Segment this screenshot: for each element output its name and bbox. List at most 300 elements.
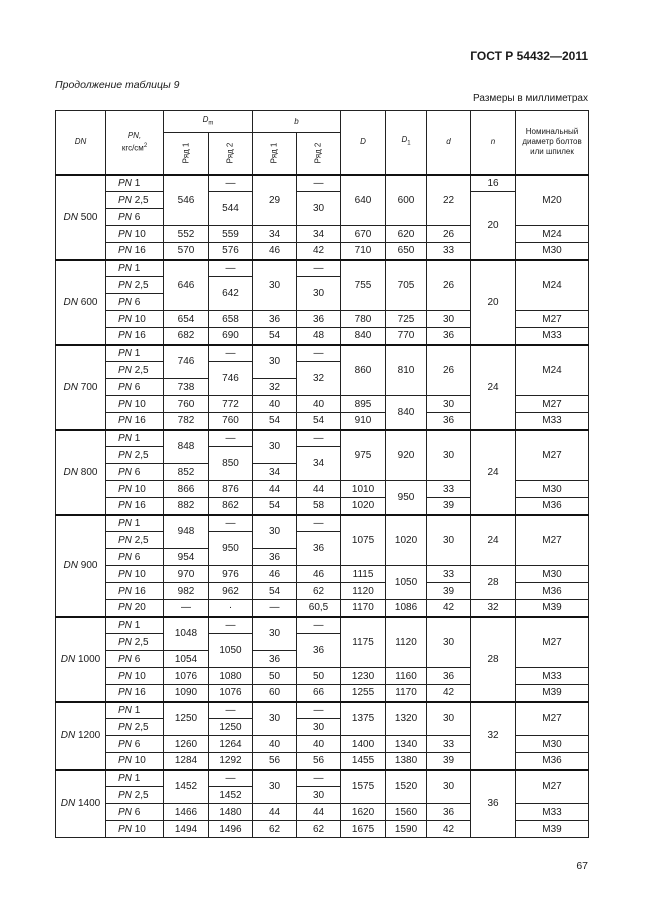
- cell: 54: [297, 413, 341, 430]
- cell: 44: [297, 481, 341, 498]
- cell: 42: [427, 685, 471, 702]
- cell: 772: [209, 396, 253, 413]
- cell: 54: [253, 413, 297, 430]
- cell: 1076: [164, 668, 209, 685]
- cell: M27: [516, 430, 589, 481]
- cell: M30: [516, 243, 589, 260]
- cell: 1115: [341, 566, 386, 583]
- cell: 650: [386, 243, 427, 260]
- cell: M20: [516, 175, 589, 226]
- cell: 1010: [341, 481, 386, 498]
- cell: 860: [341, 345, 386, 396]
- dn-cell: DN 700: [56, 345, 106, 430]
- cell: 780: [341, 311, 386, 328]
- cell: 895: [341, 396, 386, 413]
- cell: —: [209, 515, 253, 532]
- cell: 32: [253, 379, 297, 396]
- cell: 60: [253, 685, 297, 702]
- cell: 1575: [341, 770, 386, 804]
- cell: 62: [297, 583, 341, 600]
- cell: 782: [164, 413, 209, 430]
- cell: 28: [471, 617, 516, 702]
- cell: 30: [427, 770, 471, 804]
- pn-cell: PN 6: [106, 209, 164, 226]
- cell: 852: [164, 464, 209, 481]
- header-dm: $D_m$: [164, 111, 253, 133]
- cell: 36: [427, 668, 471, 685]
- pn-cell: PN 1: [106, 430, 164, 447]
- cell: 1120: [341, 583, 386, 600]
- cell: 36: [253, 549, 297, 566]
- pn-cell: PN 1: [106, 617, 164, 634]
- pn-cell: PN 6: [106, 464, 164, 481]
- cell: 39: [427, 498, 471, 515]
- cell: 810: [386, 345, 427, 396]
- pn-cell: PN 1: [106, 260, 164, 277]
- pn-cell: PN 2,5: [106, 277, 164, 294]
- table-row: [56, 770, 589, 787]
- cell: M33: [516, 804, 589, 821]
- cell: 640: [341, 175, 386, 226]
- cell: 1400: [341, 736, 386, 753]
- cell: 1170: [341, 600, 386, 617]
- cell: 690: [209, 328, 253, 345]
- cell: 1250: [209, 719, 253, 736]
- cell: 46: [253, 566, 297, 583]
- pn-cell: PN 10: [106, 481, 164, 498]
- cell: 42: [297, 243, 341, 260]
- cell: 30: [427, 430, 471, 481]
- cell: 654: [164, 311, 209, 328]
- cell: —: [209, 770, 253, 787]
- cell: 58: [297, 498, 341, 515]
- cell: 54: [253, 328, 297, 345]
- cell: 760: [209, 413, 253, 430]
- cell: —: [297, 617, 341, 634]
- pn-cell: PN 6: [106, 651, 164, 668]
- cell: 646: [164, 260, 209, 311]
- cell: 1380: [386, 753, 427, 770]
- header-d: d: [427, 111, 471, 175]
- cell: 30: [253, 770, 297, 804]
- cell: 26: [427, 260, 471, 311]
- cell: M33: [516, 668, 589, 685]
- cell: 39: [427, 753, 471, 770]
- cell: 1080: [209, 668, 253, 685]
- cell: 28: [471, 566, 516, 600]
- cell: 970: [164, 566, 209, 583]
- cell: —: [297, 515, 341, 532]
- pn-cell: PN 6: [106, 804, 164, 821]
- header-n: n: [471, 111, 516, 175]
- cell: —: [209, 702, 253, 719]
- header-b: b: [253, 111, 341, 133]
- cell: 33: [427, 243, 471, 260]
- cell: 1466: [164, 804, 209, 821]
- cell: —: [209, 175, 253, 192]
- cell: 30: [427, 617, 471, 668]
- cell: 866: [164, 481, 209, 498]
- table-row: [56, 192, 589, 209]
- cell: 42: [427, 600, 471, 617]
- cell: 760: [164, 396, 209, 413]
- cell: 950: [386, 481, 427, 515]
- pn-cell: PN 6: [106, 294, 164, 311]
- cell: —: [297, 430, 341, 447]
- cell: 30: [253, 345, 297, 379]
- pn-cell: PN 10: [106, 753, 164, 770]
- cell: 46: [297, 566, 341, 583]
- pn-cell: PN 1: [106, 770, 164, 787]
- pn-cell: PN 6: [106, 549, 164, 566]
- cell: 39: [427, 583, 471, 600]
- cell: 36: [427, 804, 471, 821]
- table-row: [56, 345, 589, 362]
- cell: 32: [471, 702, 516, 770]
- pn-cell: PN 16: [106, 498, 164, 515]
- cell: M36: [516, 498, 589, 515]
- pn-cell: PN 16: [106, 413, 164, 430]
- cell: 40: [253, 736, 297, 753]
- cell: 54: [253, 498, 297, 515]
- cell: 34: [297, 226, 341, 243]
- cell: 30: [297, 719, 341, 736]
- cell: 46: [253, 243, 297, 260]
- table-row: [56, 260, 589, 277]
- dn-cell: DN 900: [56, 515, 106, 617]
- cell: 546: [164, 175, 209, 226]
- pn-cell: PN 2,5: [106, 447, 164, 464]
- cell: 1480: [209, 804, 253, 821]
- pn-cell: PN 2,5: [106, 787, 164, 804]
- header-dm-row2: Ряд 2: [209, 133, 253, 175]
- cell: M39: [516, 685, 589, 702]
- cell: 658: [209, 311, 253, 328]
- cell: 30: [427, 396, 471, 413]
- dn-cell: DN 500: [56, 175, 106, 260]
- cell: 34: [297, 447, 341, 481]
- cell: 1020: [341, 498, 386, 515]
- cell: 29: [253, 175, 297, 226]
- cell: 54: [253, 583, 297, 600]
- cell: 1284: [164, 753, 209, 770]
- cell: 840: [341, 328, 386, 345]
- cell: 36: [297, 532, 341, 566]
- cell: —: [297, 175, 341, 192]
- cell: 1264: [209, 736, 253, 753]
- pn-cell: PN 6: [106, 736, 164, 753]
- table-row: [56, 617, 589, 634]
- cell: 26: [427, 345, 471, 396]
- cell: M36: [516, 583, 589, 600]
- pn-cell: PN 6: [106, 379, 164, 396]
- header-dm-row1: Ряд 1: [164, 133, 209, 175]
- pn-cell: PN 16: [106, 243, 164, 260]
- cell: 36: [427, 413, 471, 430]
- cell: 950: [209, 532, 253, 566]
- cell: 975: [341, 430, 386, 481]
- cell: 1452: [209, 787, 253, 804]
- cell: 40: [253, 396, 297, 413]
- header-b-row1: Ряд 1: [253, 133, 297, 175]
- cell: M33: [516, 328, 589, 345]
- cell: M39: [516, 821, 589, 838]
- cell: 1250: [164, 702, 209, 736]
- cell: 976: [209, 566, 253, 583]
- cell: 1050: [209, 634, 253, 668]
- pn-cell: PN 16: [106, 328, 164, 345]
- cell: 32: [471, 600, 516, 617]
- cell: 746: [164, 345, 209, 379]
- pn-cell: PN 2,5: [106, 532, 164, 549]
- cell: M27: [516, 396, 589, 413]
- cell: 920: [386, 430, 427, 481]
- cell: 848: [164, 430, 209, 464]
- cell: —: [297, 260, 341, 277]
- cell: M27: [516, 770, 589, 804]
- cell: 33: [427, 566, 471, 583]
- cell: 1160: [386, 668, 427, 685]
- pn-cell: PN 10: [106, 566, 164, 583]
- cell: 33: [427, 481, 471, 498]
- table-row: [56, 566, 589, 583]
- table-row: [56, 175, 589, 192]
- pn-cell: PN 1: [106, 702, 164, 719]
- cell: 876: [209, 481, 253, 498]
- cell: —: [253, 600, 297, 617]
- cell: 1230: [341, 668, 386, 685]
- pn-cell: PN 20: [106, 600, 164, 617]
- header-b-row2: Ряд 2: [297, 133, 341, 175]
- cell: —: [297, 345, 341, 362]
- table-caption: Продолжение таблицы 9: [55, 79, 180, 91]
- cell: 36: [297, 311, 341, 328]
- cell: 1260: [164, 736, 209, 753]
- header-D: D: [341, 111, 386, 175]
- cell: 1170: [386, 685, 427, 702]
- cell: 1560: [386, 804, 427, 821]
- cell: M30: [516, 736, 589, 753]
- cell: 34: [253, 226, 297, 243]
- cell: 710: [341, 243, 386, 260]
- cell: 1048: [164, 617, 209, 651]
- cell: 30: [253, 617, 297, 651]
- cell: 1675: [341, 821, 386, 838]
- cell: 60,5: [297, 600, 341, 617]
- cell: 20: [471, 260, 516, 345]
- cell: —: [209, 260, 253, 277]
- cell: 1620: [341, 804, 386, 821]
- pn-cell: PN 10: [106, 668, 164, 685]
- cell: —: [209, 430, 253, 447]
- pn-cell: PN 2,5: [106, 362, 164, 379]
- cell: 682: [164, 328, 209, 345]
- pn-cell: PN 16: [106, 685, 164, 702]
- pn-cell: PN 10: [106, 821, 164, 838]
- cell: M36: [516, 753, 589, 770]
- cell: M24: [516, 226, 589, 243]
- header-bolt-diameter: Номинальный диаметр болтов или шпилек: [516, 111, 589, 175]
- pn-cell: PN 2,5: [106, 634, 164, 651]
- cell: 600: [386, 175, 427, 226]
- pn-cell: PN 1: [106, 515, 164, 532]
- cell: 1455: [341, 753, 386, 770]
- cell: 24: [471, 345, 516, 430]
- cell: 32: [297, 362, 341, 396]
- cell: 44: [253, 804, 297, 821]
- cell: —: [297, 702, 341, 719]
- cell: 1590: [386, 821, 427, 838]
- cell: 36: [471, 770, 516, 838]
- cell: 552: [164, 226, 209, 243]
- cell: M27: [516, 617, 589, 668]
- document-code: ГОСТ Р 54432—2011: [470, 49, 588, 63]
- cell: 738: [164, 379, 209, 396]
- cell: 559: [209, 226, 253, 243]
- cell: M27: [516, 515, 589, 566]
- cell: 1375: [341, 702, 386, 736]
- cell: 725: [386, 311, 427, 328]
- header-pn: PN, кгс/$см^2$: [106, 111, 164, 175]
- cell: 1075: [341, 515, 386, 566]
- pn-cell: PN 16: [106, 583, 164, 600]
- header-D1: $D_1$: [386, 111, 427, 175]
- cell: 1054: [164, 651, 209, 668]
- cell: 1496: [209, 821, 253, 838]
- cell: 1076: [209, 685, 253, 702]
- cell: 1452: [164, 770, 209, 804]
- table-row: [56, 600, 589, 617]
- cell: M33: [516, 413, 589, 430]
- cell: M39: [516, 600, 589, 617]
- cell: 66: [297, 685, 341, 702]
- cell: 24: [471, 430, 516, 515]
- cell: 882: [164, 498, 209, 515]
- cell: 30: [253, 515, 297, 549]
- dn-cell: DN 800: [56, 430, 106, 515]
- cell: M27: [516, 702, 589, 736]
- units-note: Размеры в миллиметрах: [473, 93, 588, 104]
- cell: 1520: [386, 770, 427, 804]
- dn-cell: DN 1000: [56, 617, 106, 702]
- table-row: [56, 430, 589, 447]
- cell: 982: [164, 583, 209, 600]
- cell: 770: [386, 328, 427, 345]
- cell: 1494: [164, 821, 209, 838]
- dn-cell: DN 600: [56, 260, 106, 345]
- cell: 755: [341, 260, 386, 311]
- cell: 30: [297, 787, 341, 804]
- cell: 48: [297, 328, 341, 345]
- cell: 1340: [386, 736, 427, 753]
- cell: 30: [427, 515, 471, 566]
- cell: 30: [427, 311, 471, 328]
- cell: 1255: [341, 685, 386, 702]
- cell: 30: [253, 430, 297, 464]
- cell: —: [209, 617, 253, 634]
- cell: 62: [253, 821, 297, 838]
- cell: M27: [516, 311, 589, 328]
- cell: 910: [341, 413, 386, 430]
- cell: ·: [209, 600, 253, 617]
- dn-cell: DN 1200: [56, 702, 106, 770]
- table-row: [56, 515, 589, 532]
- cell: 56: [297, 753, 341, 770]
- cell: 1090: [164, 685, 209, 702]
- cell: 36: [253, 311, 297, 328]
- cell: 670: [341, 226, 386, 243]
- pn-cell: PN 10: [106, 396, 164, 413]
- cell: 50: [297, 668, 341, 685]
- cell: 36: [427, 328, 471, 345]
- cell: 40: [297, 736, 341, 753]
- cell: 862: [209, 498, 253, 515]
- cell: 1320: [386, 702, 427, 736]
- cell: 34: [253, 464, 297, 481]
- cell: 16: [471, 175, 516, 192]
- cell: 948: [164, 515, 209, 549]
- pn-cell: PN 1: [106, 345, 164, 362]
- pn-cell: PN 2,5: [106, 719, 164, 736]
- cell: 30: [253, 702, 297, 736]
- cell: 705: [386, 260, 427, 311]
- dn-cell: DN 1400: [56, 770, 106, 838]
- header-dn: DN: [56, 111, 106, 175]
- cell: 850: [209, 447, 253, 481]
- cell: 44: [253, 481, 297, 498]
- cell: 40: [297, 396, 341, 413]
- cell: 62: [297, 821, 341, 838]
- page-number: 67: [576, 860, 588, 872]
- cell: 36: [297, 634, 341, 668]
- cell: 42: [427, 821, 471, 838]
- flange-dimensions-table: [55, 110, 589, 838]
- cell: M30: [516, 481, 589, 498]
- cell: 962: [209, 583, 253, 600]
- cell: 24: [471, 515, 516, 566]
- cell: 620: [386, 226, 427, 243]
- cell: 44: [297, 804, 341, 821]
- cell: 1020: [386, 515, 427, 566]
- cell: 544: [209, 192, 253, 226]
- cell: 30: [297, 277, 341, 311]
- cell: 570: [164, 243, 209, 260]
- cell: 576: [209, 243, 253, 260]
- cell: 30: [297, 192, 341, 226]
- cell: 26: [427, 226, 471, 243]
- cell: M24: [516, 345, 589, 396]
- cell: —: [209, 345, 253, 362]
- cell: 1050: [386, 566, 427, 600]
- pn-cell: PN 10: [106, 226, 164, 243]
- cell: 954: [164, 549, 209, 566]
- table-row: [56, 702, 589, 719]
- cell: 30: [427, 702, 471, 736]
- cell: —: [297, 770, 341, 787]
- cell: 36: [253, 651, 297, 668]
- cell: 642: [209, 277, 253, 311]
- cell: 56: [253, 753, 297, 770]
- cell: 50: [253, 668, 297, 685]
- cell: 20: [471, 192, 516, 260]
- cell: 33: [427, 736, 471, 753]
- cell: 22: [427, 175, 471, 226]
- cell: 1086: [386, 600, 427, 617]
- cell: 1120: [386, 617, 427, 668]
- pn-cell: PN 2,5: [106, 192, 164, 209]
- cell: 840: [386, 396, 427, 430]
- cell: 30: [253, 260, 297, 311]
